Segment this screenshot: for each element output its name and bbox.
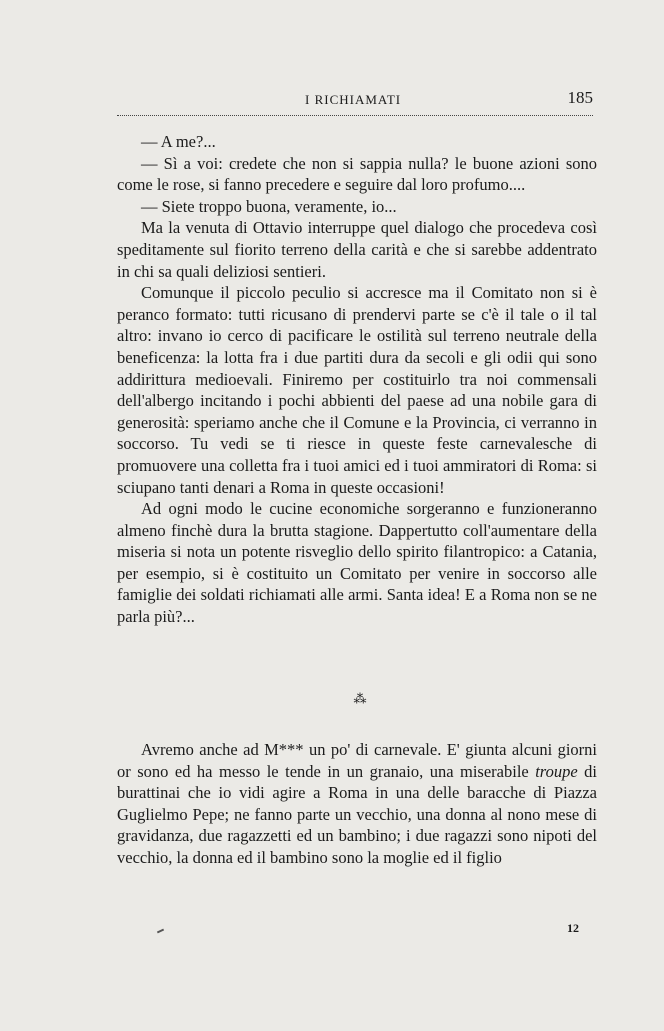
- header-rule: [117, 115, 593, 116]
- page-number: 185: [567, 88, 593, 107]
- text-run: di burattinai che io vidi agire a Roma in una delle baracche di Piazza Guglielmo Pepe; ne fanno parte un vecchio, una donna al nono mese di gravidanza, due ragazzetti ed un bambino; i due ragazzi sono nipoti del vecchio, la donna ed il bambino sono la moglie ed il figlio: [117, 761, 597, 867]
- main-text: [117, 131, 597, 628]
- paragraph: [117, 739, 597, 869]
- italic-word: troupe: [535, 761, 578, 781]
- paragraph: — A me?...: [141, 132, 216, 151]
- paragraph: Ad ogni modo le cucine economiche sorgeranno e funzioneranno almeno finchè dura la brutta stagione. Dappertutto coll'aumentare della miseria si nota un potente risveglio dello spirito filantropico: a Catania, per esempio, si è costituito un Comitato per venire in soccorso alle famiglie dei soldati richiamati alle armi. Santa idea! E a Roma non se ne parla più?...: [117, 499, 597, 627]
- paragraph: — Sì a voi: credete che non si sappia nulla? le buone azioni sono come le rose, si fanno precedere e seguire dal loro profumo....: [117, 153, 597, 195]
- paragraph: Comunque il piccolo peculio si accresce ma il Comitato non si è peranco formato: tutti ricusano di prendervi parte se c'è il tale o il tal altro: invano io cerco di pacificare le ostilità sul terreno neutrale della beneficenza: la lotta fra i due partiti dura da secoli e gli odii qui sono addirittura medioevali. Finiremo per costituirlo tra noi commensali dell'albergo incitando i pochi abbienti del paese ad una nobile gara di generosità: speriamo anche che il Comune e la Provincia, ci verranno in soccorso. Tu vedi se ti riesce in queste feste carnevalesche di promuovere una colletta fra i tuoi amici ed i tuoi ammiratori di Roma: si sciupano tanti denari a Roma in queste occasioni!: [117, 283, 597, 497]
- text-run: Avremo anche ad M*** un po' di carnevale. E' giunta alcuni giorni or sono ed ha messo le tende in un granaio, una miserabile: [117, 740, 597, 781]
- section-two-text: [117, 739, 597, 869]
- page-header: [117, 88, 593, 114]
- asterism-glyph: ⁂: [353, 692, 367, 707]
- section-separator: [340, 692, 380, 707]
- signature-mark: 12: [567, 921, 579, 935]
- paragraph: Ma la venuta di Ottavio interruppe quel dialogo che procedeva così speditamente sul fiorito terreno della carità e che si sarebbe addentrato in chi sa quali deliziosi sentieri.: [117, 218, 597, 281]
- ink-speck: [157, 929, 164, 934]
- running-title: I RICHIAMATI: [305, 92, 402, 107]
- paragraph: — Siete troppo buona, veramente, io...: [141, 196, 397, 216]
